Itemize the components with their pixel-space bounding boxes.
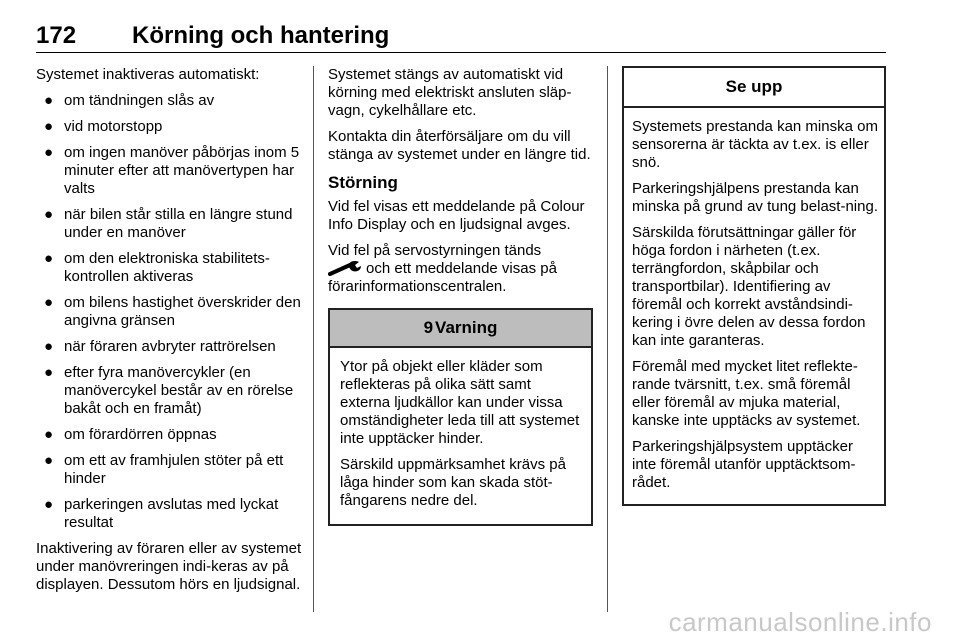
paragraph: Parkeringshjälpens prestanda kan minska på grund av tung belast-ning. bbox=[632, 180, 878, 215]
list-item: ● parkeringen avslutas med lyckat resultat bbox=[44, 496, 279, 531]
paragraph: Kontakta din återförsäljare om du vill stänga av systemet under en längre tid. bbox=[328, 128, 591, 163]
list-item: ● om bilens hastighet överskrider den angivna gränsen bbox=[44, 294, 301, 329]
bullet-icon: ● bbox=[44, 452, 54, 469]
list-item: ● om ett av framhjulen stöter på ett hinder bbox=[44, 452, 284, 487]
list-item: ● när bilen står stilla en längre stund under en manöver bbox=[44, 206, 293, 241]
caution-body bbox=[624, 108, 884, 504]
paragraph: Vid fel på servostyrningen tänds och ett meddelande visas på förarinformationscentralen. bbox=[328, 242, 557, 295]
caution-title: Se upp bbox=[624, 68, 884, 108]
warning-box bbox=[328, 308, 593, 526]
warning-header bbox=[330, 310, 591, 348]
bullet-icon: ● bbox=[44, 144, 54, 161]
bullet-icon: ● bbox=[44, 338, 54, 355]
list-item: ● vid motorstopp bbox=[44, 118, 163, 135]
paragraph: Ytor på objekt eller kläder som reflekteras på olika sätt samt externa ljudkällor kan under vissa omständigheter leda till att systemet inte upptäcker hinder. bbox=[340, 358, 580, 447]
warning-title: Varning bbox=[435, 318, 498, 337]
bullet-icon: ● bbox=[44, 364, 54, 381]
column-divider bbox=[607, 66, 608, 612]
column-divider bbox=[313, 66, 314, 612]
list-item: ● om ingen manöver påbörjas inom 5 minuter efter att manövertypen har valts bbox=[44, 144, 300, 197]
list-item: ● om tändningen slås av bbox=[44, 92, 215, 109]
bullet-icon: ● bbox=[44, 426, 54, 443]
column-left bbox=[36, 66, 304, 602]
paragraph: Särskilda förutsättningar gäller för höga fordon i närheten (t.ex. terrängfordon, skåpbilar och transportbilar). Identifiering av föremål och korrekt avståndsindi-kering i övre delen av dessa fordon kan inte garanteras. bbox=[632, 224, 866, 349]
bullet-icon: ● bbox=[44, 496, 54, 513]
deactivation-list bbox=[36, 92, 304, 532]
list-item: ● efter fyra manövercykler (en manövercykel består av en rörelse bakåt och en framåt) bbox=[44, 364, 294, 417]
column-middle bbox=[328, 66, 593, 526]
watermark: carmanualsonline.info bbox=[668, 607, 932, 637]
steering-fault-icon bbox=[328, 260, 362, 276]
bullet-icon: ● bbox=[44, 294, 54, 311]
paragraph: Föremål med mycket litet reflekte-rande tvärsnitt, t.ex. små föremål eller föremål av mjuka material, kanske inte upptäcks av systemet. bbox=[632, 358, 861, 429]
section-heading: Störning bbox=[328, 173, 398, 192]
bullet-icon: ● bbox=[44, 118, 54, 135]
page-header bbox=[36, 22, 886, 53]
paragraph: Systemets prestanda kan minska om sensorerna är täckta av t.ex. is eller snö. bbox=[632, 118, 878, 171]
outro-text: Inaktivering av föraren eller av systemet under manövreringen indi-keras av på displayen. Dessutom hörs en ljudsignal. bbox=[36, 540, 302, 593]
column-right bbox=[622, 66, 886, 506]
list-item: ● när föraren avbryter rattrörelsen bbox=[44, 338, 276, 355]
bullet-icon: ● bbox=[44, 250, 54, 267]
bullet-icon: ● bbox=[44, 206, 54, 223]
page-title: Körning och hantering bbox=[132, 22, 390, 49]
paragraph: Parkeringshjälpsystem upptäcker inte föremål utanför upptäcktsom-rådet. bbox=[632, 438, 856, 491]
warning-triangle-icon: 9 bbox=[423, 318, 434, 337]
list-item: ● om förardörren öppnas bbox=[44, 426, 217, 443]
intro-text: Systemet inaktiveras automatiskt: bbox=[36, 66, 260, 83]
paragraph: Systemet stängs av automatiskt vid körning med elektriskt ansluten släp-vagn, cykelhållare etc. bbox=[328, 66, 572, 119]
paragraph: Vid fel visas ett meddelande på Colour Info Display och en ljudsignal avges. bbox=[328, 198, 585, 233]
list-item: ● om den elektroniska stabilitets-kontrollen aktiveras bbox=[44, 250, 270, 285]
bullet-icon: ● bbox=[44, 92, 54, 109]
warning-body bbox=[330, 348, 591, 524]
page-number: 172 bbox=[36, 22, 77, 49]
paragraph: Särskild uppmärksamhet krävs på låga hinder som kan skada stöt-fångarens nedre del. bbox=[340, 456, 566, 509]
caution-box bbox=[622, 66, 886, 506]
